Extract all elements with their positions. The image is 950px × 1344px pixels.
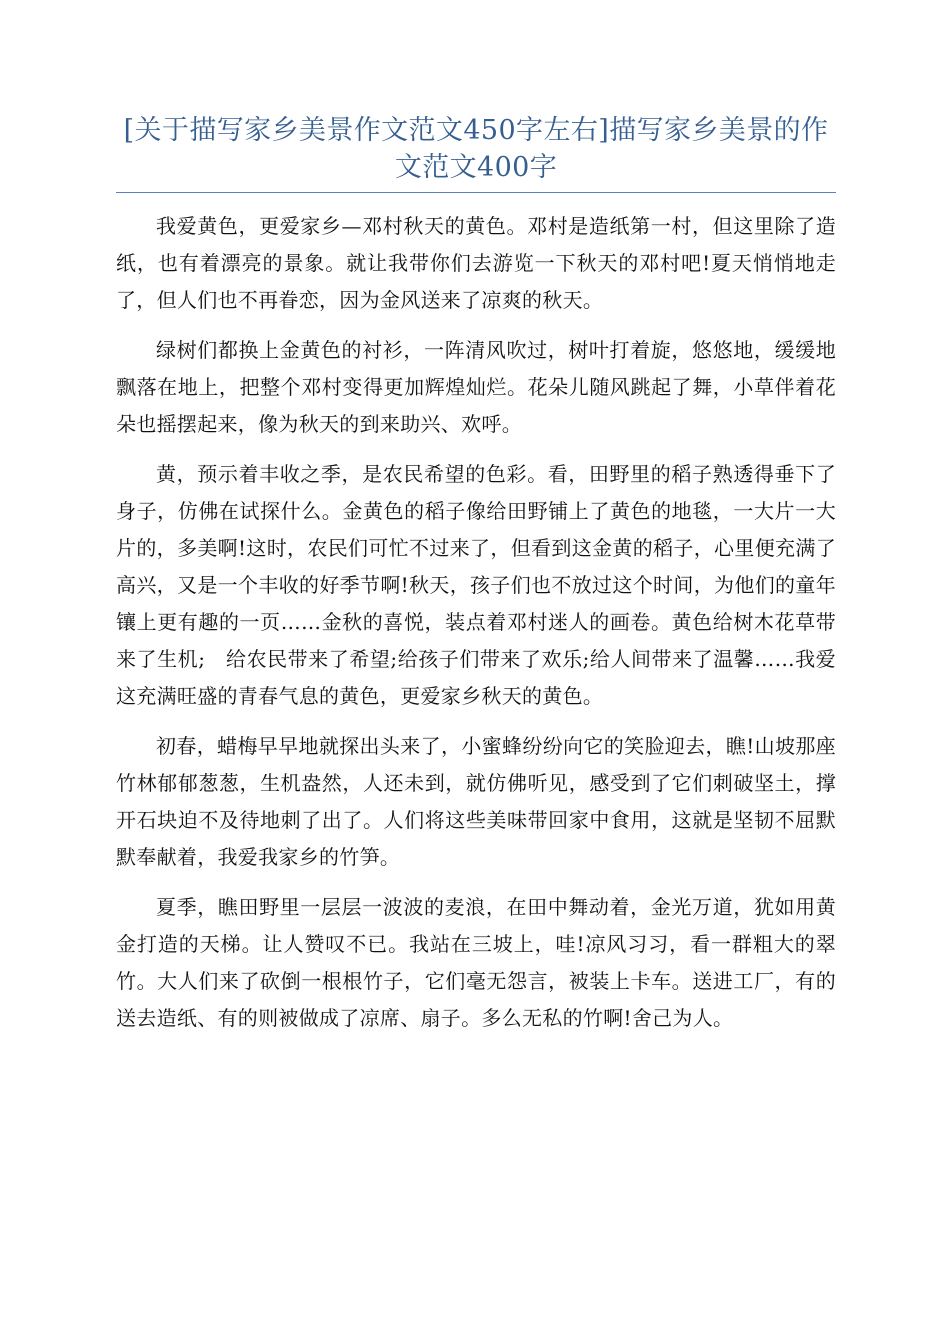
document-body bbox=[116, 208, 836, 1050]
title-block bbox=[116, 112, 836, 193]
paragraph-4: 初春，蜡梅早早地就探出头来了，小蜜蜂纷纷向它的笑脸迎去，瞧!山坡那座竹林郁郁葱葱，生机盎然，人还未到，就仿佛听见，感受到了它们刺破坚土，撑开石块迫不及待地刺了出了。人们将这些美味带回家中食用，这就是坚韧不屈默默奉献着，我爱我家乡的竹笋。 bbox=[116, 734, 836, 869]
paragraph-1: 我爱黄色，更爱家乡—邓村秋天的黄色。邓村是造纸第一村，但这里除了造纸，也有着漂亮的景象。就让我带你们去游览一下秋天的邓村吧!夏天悄悄地走了，但人们也不再眷恋，因为金风送来了凉爽的秋天。 bbox=[116, 214, 836, 312]
document-title: [关于描写家乡美景作文范文450字左右]描写家乡美景的作文范文400字 bbox=[123, 115, 829, 183]
paragraph-5: 夏季，瞧田野里一层层一波波的麦浪，在田中舞动着，金光万道，犹如用黄金打造的天梯。让人赞叹不已。我站在三坡上，哇!凉风习习，看一群粗大的翠竹。大人们来了砍倒一根根竹子，它们毫无怨言，被装上卡车。送进工厂，有的送去造纸、有的则被做成了凉席、扇子。多么无私的竹啊!舍己为人。 bbox=[116, 895, 836, 1030]
paragraph-2: 绿树们都换上金黄色的衬衫，一阵清风吹过，树叶打着旋，悠悠地，缓缓地飘落在地上，把整个邓村变得更加辉煌灿烂。花朵儿随风跳起了舞，小草伴着花朵也摇摆起来，像为秋天的到来助兴、欢呼。 bbox=[116, 338, 836, 436]
paragraph-3: 黄，预示着丰收之季，是农民希望的色彩。看，田野里的稻子熟透得垂下了身子，仿佛在试探什么。金黄色的稻子像给田野铺上了黄色的地毯，一大片一大片的，多美啊!这时，农民们可忙不过来了，但看到这金黄的稻子，心里便充满了高兴，又是一个丰收的好季节啊!秋天，孩子们也不放过这个时间，为他们的童年镶上更有趣的一页……金秋的喜悦，装点着邓村迷人的画卷。黄色给树木花草带来了生机; 给农民带来了希望;给孩子们带来了欢乐;给人间带来了温馨……我爱这充满旺盛的青春气息的黄色，更爱家乡秋天的黄色。 bbox=[116, 462, 836, 708]
